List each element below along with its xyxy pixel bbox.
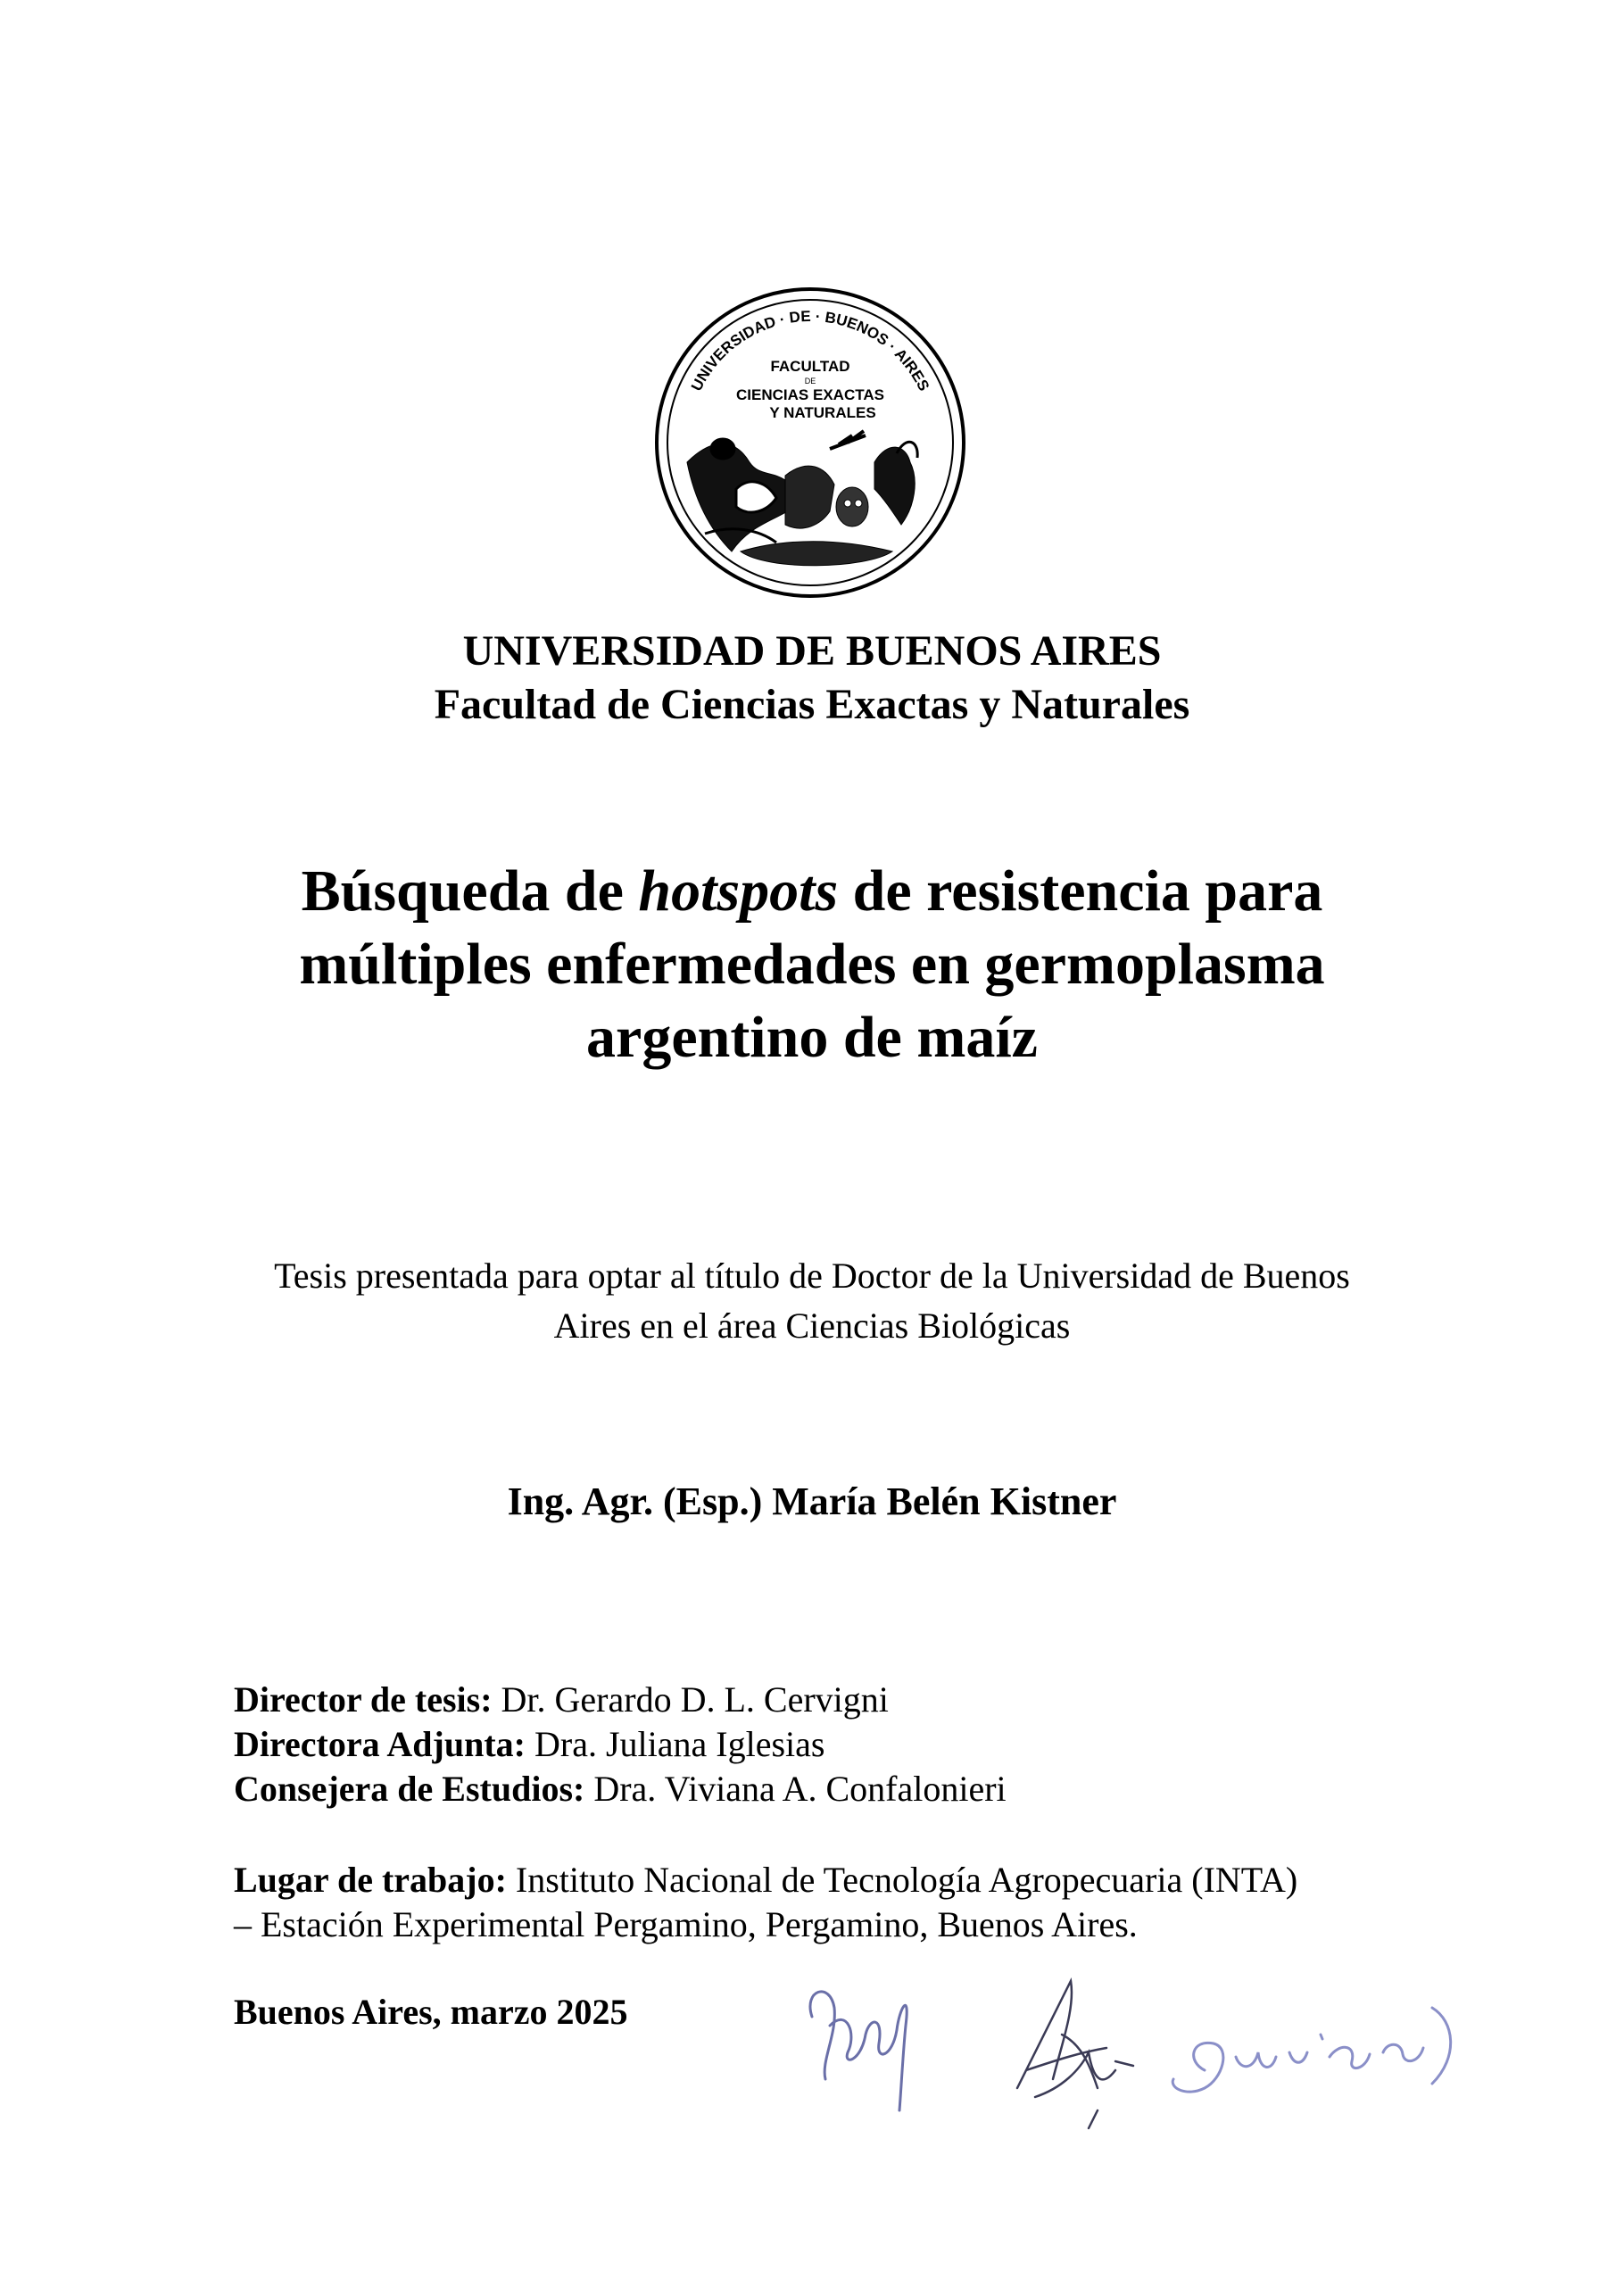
institution-header [0, 625, 1624, 732]
workplace-line-1 [234, 1858, 1297, 1902]
author-name: Ing. Agr. (Esp.) María Belén Kistner [507, 1480, 1117, 1523]
seal-line-1: FACULTAD [770, 358, 850, 375]
thesis-title [0, 855, 1624, 1074]
signature-1 [810, 1992, 907, 2110]
degree-line-1: Tesis presentada para optar al título de Doctor de la Universidad de Buenos [274, 1256, 1350, 1296]
workplace-line-2: – Estación Experimental Pergamino, Pergamino, Buenos Aires. [234, 1904, 1138, 1944]
co-director-line [234, 1722, 1007, 1767]
workplace-label: Lugar de trabajo: [234, 1860, 507, 1900]
seal-line-2: DE [804, 377, 816, 385]
signatures [794, 1954, 1490, 2133]
workplace-value: Instituto Nacional de Tecnología Agropecuaria (INTA) [506, 1860, 1298, 1900]
title-line-3: argentino de maíz [586, 1005, 1038, 1070]
title-part-2: de resistencia para [838, 858, 1323, 924]
seal-graphic [651, 284, 969, 601]
city-date: Buenos Aires, marzo 2025 [234, 1992, 628, 2032]
title-line-2: múltiples enfermedades en germoplasma [299, 932, 1325, 997]
title-line-1 [0, 855, 1624, 928]
director-label: Director de tesis: [234, 1679, 493, 1720]
signature-graphics [794, 1954, 1490, 2133]
director-line [234, 1678, 1007, 1722]
university-name: UNIVERSIDAD DE BUENOS AIRES [462, 627, 1162, 675]
seal-line-3: CIENCIAS EXACTAS [736, 386, 884, 403]
faculty-name: Facultad de Ciencias Exactas y Naturales [434, 681, 1190, 728]
directors-block [234, 1678, 1007, 1811]
advisor-line [234, 1767, 1007, 1811]
advisor-value: Dra. Viviana A. Confalonieri [584, 1769, 1007, 1809]
co-director-value: Dra. Juliana Iglesias [526, 1724, 825, 1764]
workplace-block [234, 1858, 1297, 1947]
signature-3 [1172, 2008, 1450, 2092]
seal-line-4: Y NATURALES [769, 404, 876, 421]
degree-line-2: Aires en el área Ciencias Biológicas [553, 1305, 1071, 1346]
advisor-label: Consejera de Estudios: [234, 1769, 585, 1809]
co-director-label: Directora Adjunta: [234, 1724, 526, 1764]
degree-statement [0, 1251, 1624, 1351]
faculty-seal [651, 284, 969, 601]
title-part-1: Búsqueda de [301, 858, 639, 924]
seal-emblem-illustration [687, 431, 917, 566]
title-italic-term: hotspots [638, 858, 839, 924]
signature-2 [1017, 1981, 1133, 2128]
seal-ring-text: UNIVERSIDAD · DE · BUENOS · AIRES [687, 307, 933, 394]
director-value: Dr. Gerardo D. L. Cervigni [492, 1679, 889, 1720]
